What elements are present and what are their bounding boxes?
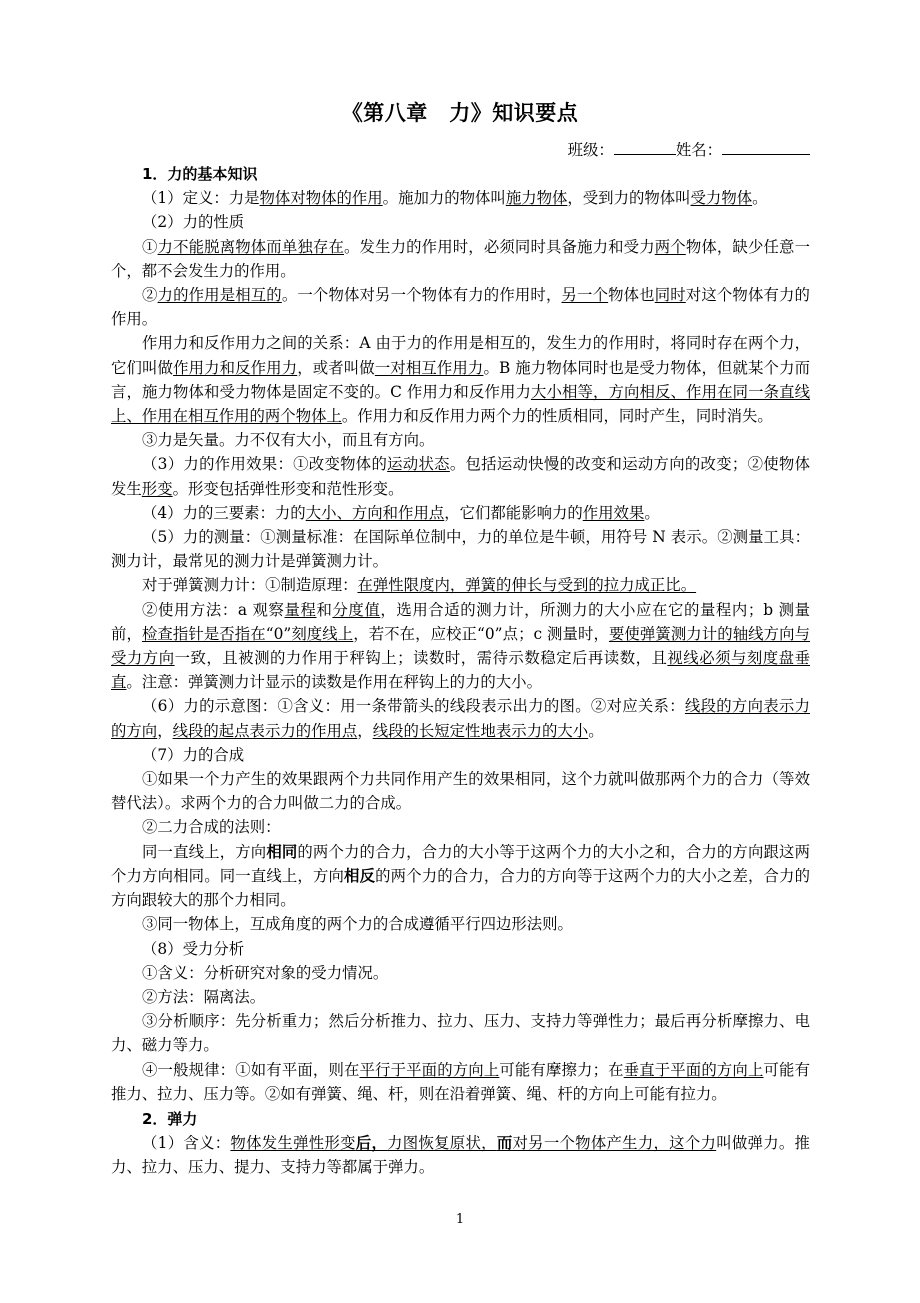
text-segment: 可能有摩擦力；在: [499, 1060, 624, 1079]
text-segment: 。发生力的作用时，必须同时具备施力和受力: [344, 237, 655, 256]
paragraph: [111, 767, 810, 815]
name-label: 姓名：: [675, 141, 722, 159]
text-segment: 。施加力的物体叫: [382, 189, 506, 208]
underlined-text: 作用力和反作用力: [173, 358, 298, 377]
bold-text: 相反: [344, 866, 376, 885]
paragraph: [111, 1131, 810, 1179]
text-segment: ①如果一个力产生的效果跟两个力共同作用产生的效果相同，这个力就叫做那两个力的合力（等效替代法）。求两个力的合力叫做二力的合成。: [111, 770, 810, 813]
text-segment: ，受到力的物体叫: [567, 189, 691, 208]
text-segment: 。B 施力物体同时也是受力物体，但就某个力而言，施力物体和受力物体是固定不变的。C 作用力和反作用力: [111, 358, 810, 401]
class-blank: [614, 139, 676, 155]
page-number: 1: [455, 1212, 465, 1227]
underlined-text: 平行于平面的方向上: [359, 1060, 500, 1079]
text-segment: （3）力的作用效果：①改变物体的: [142, 455, 388, 474]
text-segment: 。作用力和反作用力两个力的性质相同，同时产生，同时消失。: [341, 407, 773, 426]
text-segment: 的两个力的合力，合力的方向等于这两个力的大小之差，合力的方向跟较大的那个力相同。: [111, 866, 810, 910]
text-segment: 。: [644, 503, 660, 522]
text-segment: ④一般规律：①如有平面，则在: [142, 1060, 360, 1079]
underlined-text: 力图恢复原状，: [387, 1134, 497, 1153]
text-segment: ，它们都能影响力的: [444, 503, 583, 522]
section-heading: 2．弹力: [142, 1109, 198, 1128]
underlined-text: 检查指针是否指在“0”刻度线上: [141, 624, 354, 643]
underlined-text: 分度值: [332, 600, 381, 619]
text-segment: （5）力的测量：①测量标准：在国际单位制中，力的单位是牛顿，用符号 N 表示。②测量工具：测力计，最常见的测力计是弹簧测力计。: [111, 528, 810, 571]
text-segment: 对于弹簧测力计：①制造原理：: [142, 576, 358, 595]
text-segment: （1）含义：: [142, 1134, 231, 1153]
underlined-text: 形变: [141, 479, 173, 498]
text-segment: （2）力的性质: [142, 213, 245, 232]
text-segment: 叫做弹力。推力、拉力、压力、提力、支持力等都属于弹力。: [111, 1134, 810, 1177]
text-segment: 可能有推力、拉力、压力等。②如有弹簧、绳、杆，则在沿着弹簧、绳、杆的方向上可能有拉力。: [111, 1060, 810, 1103]
text-segment: ，: [357, 721, 373, 740]
text-segment: 物体，缺少任意一个，都不会发生力的作用。: [111, 237, 810, 280]
underlined-text: 后，: [355, 1134, 388, 1153]
underlined-text: 线段的长短定性地表示力的大小: [372, 721, 589, 740]
paragraph: [111, 452, 810, 500]
text-segment: ，或者叫做: [297, 358, 375, 377]
underlined-text: 对另一个物体产生力，这个力: [512, 1134, 717, 1153]
class-name-line: [568, 138, 810, 162]
paragraph: [111, 235, 810, 283]
paragraph: [111, 428, 810, 452]
underlined-text: 物体发生弹性形变: [230, 1134, 356, 1153]
underlined-text: 力不能脱离物体而单独存在: [157, 237, 344, 256]
document-body: [111, 162, 810, 1180]
paragraph: [111, 331, 810, 428]
text-segment: ②: [142, 286, 158, 305]
text-segment: ③分析顺序：先分析重力；然后分析推力、拉力、压力、支持力等弹性力；最后再分析摩擦力、电力、磁力等力。: [111, 1012, 810, 1055]
underlined-text: 另一个: [561, 286, 609, 305]
underlined-text: 而: [496, 1134, 513, 1153]
underlined-text: 在弹性限度内，弹簧的伸长与受到的拉力成正比。: [357, 576, 697, 595]
text-segment: 一致，且被测的力作用于秤钩上；读数时，需待示数稳定后再读数，且: [174, 649, 668, 668]
paragraph: [111, 186, 810, 210]
underlined-text: 作用效果: [582, 503, 645, 522]
text-segment: 。注意：弹簧测力计显示的读数是作用在秤钩上的力的大小。: [126, 673, 542, 692]
text-segment: 物体也: [608, 286, 655, 305]
paragraph: [111, 985, 810, 1009]
paragraph: [111, 210, 810, 234]
paragraph: [111, 598, 810, 695]
paragraph: [111, 573, 810, 597]
text-segment: ①含义：分析研究对象的受力情况。: [142, 963, 389, 982]
paragraph: [111, 961, 810, 985]
underlined-text: 线段的起点表示力的作用点: [172, 721, 358, 740]
paragraph: [111, 1009, 810, 1057]
text-segment: （6）力的示意图：①含义：用一条带箭头的线段表示出力的图。②对应关系：: [142, 697, 685, 716]
paragraph: [111, 283, 810, 331]
section-heading: 1．力的基本知识: [142, 165, 258, 183]
bold-text: 相同: [266, 842, 298, 861]
text-segment: ，选用合适的测力计，所测力的大小应在它的量程内；b 测量前，: [111, 600, 810, 643]
text-segment: ②方法：隔离法。: [142, 987, 266, 1006]
underlined-text: 大小、方向和作用点: [305, 503, 445, 522]
text-segment: 。形变包括弹性形变和范性形变。: [172, 479, 404, 498]
text-segment: （1）定义：力是: [142, 189, 260, 208]
underlined-text: 大小相等，方向相反、作用在同一条直线上、作用在相互作用的两个物体上: [111, 382, 810, 426]
text-segment: （7）力的合成: [142, 745, 245, 764]
page-title: 《第八章 力》知识要点: [341, 101, 579, 125]
text-segment: ③同一物体上，互成角度的两个力的合成遵循平行四边形法则。: [142, 915, 573, 934]
underlined-text: 同时: [654, 286, 686, 305]
underlined-text: 施力物体: [505, 189, 568, 208]
paragraph: [111, 815, 810, 839]
text-segment: ①: [142, 237, 158, 256]
paragraph: [111, 1058, 810, 1106]
text-segment: 的两个力的合力，合力的大小等于这两个力的大小之和，合力的方向跟这两个力方向相同。同一直线上，方向: [111, 842, 810, 885]
text-segment: （8）受力分析: [142, 939, 245, 958]
underlined-text: 力的作用是相互的: [157, 286, 282, 305]
text-segment: 同一直线上，方向: [142, 842, 267, 861]
paragraph: [111, 694, 810, 742]
text-segment: ②使用方法：a 观察: [142, 600, 285, 619]
text-segment: 。一个物体对另一个物体有力的作用时，: [281, 286, 562, 305]
text-segment: 和: [316, 600, 333, 619]
text-segment: （4）力的三要素：力的: [142, 503, 306, 522]
name-blank: [722, 139, 810, 155]
text-segment: ②二力合成的法则：: [142, 818, 281, 837]
paragraph: [111, 840, 810, 913]
paragraph: [111, 501, 810, 525]
text-segment: 。: [752, 189, 768, 208]
underlined-text: 物体对物体的作用: [259, 189, 383, 208]
class-label: 班级：: [567, 141, 614, 159]
text-segment: 作用力和反作用力之间的关系：A 由于力的作用是相互的，发生力的作用时，将同时存在两个力，它们叫做: [111, 334, 810, 377]
text-segment: ，: [157, 721, 173, 740]
underlined-text: 量程: [284, 600, 317, 619]
underlined-text: 线段的方向表示力的方向: [111, 697, 810, 740]
underlined-text: 视线必须与刻度盘垂直: [111, 649, 810, 692]
paragraph: [111, 912, 810, 936]
text-segment: 对这个物体有力的作用。: [111, 286, 810, 329]
text-segment: ，若不在，应校正“0”点；c 测量时，: [353, 624, 609, 643]
underlined-text: 一对相互作用力: [374, 358, 484, 377]
underlined-text: 垂直于平面的方向上: [623, 1060, 764, 1079]
underlined-text: 运动状态: [387, 455, 450, 474]
underlined-text: 要使弹簧测力计的轴线方向与受力方向: [111, 624, 810, 668]
paragraph: [111, 743, 810, 767]
paragraph: [111, 937, 810, 961]
text-segment: 。包括运动快慢的改变和运动方向的改变；②使物体发生: [111, 455, 810, 498]
text-segment: 。: [588, 721, 604, 740]
underlined-text: 受力物体: [690, 189, 753, 208]
underlined-text: 两个: [654, 237, 686, 256]
text-segment: ③力是矢量。力不仅有大小，而且有方向。: [142, 431, 435, 450]
paragraph: [111, 525, 810, 573]
